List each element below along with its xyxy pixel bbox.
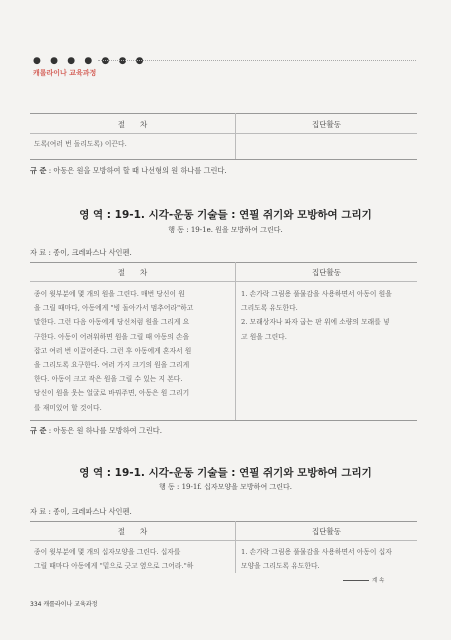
text-line: 한다. 아동이 크고 작은 원을 그릴 수 있는 지 본다. — [34, 375, 183, 384]
behavior-line: 행 동 : 19-1f. 십자모양을 모방하여 그린다. — [159, 483, 292, 491]
group-activity-text — [241, 545, 417, 573]
col-header-procedure: 절 차 — [117, 120, 148, 129]
table-col-divider — [235, 113, 236, 159]
text-line: 고 원을 그린다. — [241, 332, 287, 341]
group-activity-text — [241, 287, 417, 344]
table-bottom-rule — [30, 159, 417, 160]
text-line: 모양을 그리도록 유도한다. — [241, 562, 320, 571]
col-header-group: 집단활동 — [312, 527, 341, 536]
criterion-label: 규 준 — [30, 426, 47, 435]
series-title: 캐롤라이나 교육과정 — [33, 69, 97, 77]
criterion — [30, 166, 227, 176]
criterion-text: : 아동은 원을 모방하여 할 때 나선형의 원 하나를 그린다. — [48, 166, 227, 175]
col-header-procedure: 절 차 — [117, 268, 148, 277]
table-top-rule — [30, 262, 417, 263]
text-line: 그릴 때마다 아동에게 "밑으로 긋고 옆으로 그어라."하 — [34, 562, 194, 571]
table-col-divider — [235, 521, 236, 573]
procedure-text — [34, 287, 230, 415]
text-line: 잡고 여러 번 이끌어준다. 그런 후 아동에게 혼자서 원 — [34, 346, 192, 355]
criterion-label: 규 준 — [30, 166, 47, 175]
section-title: 영 역 : 19-1. 시각-운동 기술들 : 연필 쥐기와 모방하여 그리기 — [79, 467, 372, 479]
table-col-divider — [235, 262, 236, 420]
header-dots: ● ● ● ● ● ● ● — [33, 56, 147, 66]
table-bottom-rule — [30, 420, 417, 421]
col-header-procedure: 절 차 — [117, 527, 148, 536]
text-line: 를 재미있어 할 것이다. — [34, 403, 102, 412]
continued-rule — [343, 580, 369, 581]
behavior-line: 행 동 : 19-1e. 원을 모방하여 그린다. — [168, 226, 283, 234]
header-divider — [98, 60, 416, 61]
materials-line: 자 료 : 종이, 크레파스나 사인펜. — [30, 507, 132, 516]
col-header-group: 집단활동 — [312, 268, 341, 277]
text-line: 1. 손가락 그림용 풀물감을 사용하면서 아동이 십자 — [241, 548, 392, 556]
col-header-group: 집단활동 — [312, 120, 341, 129]
text-line: 2. 모래상자나 파자 굽는 판 위에 소량의 모래를 넣 — [241, 318, 390, 327]
table-header-rule — [30, 281, 417, 282]
table-header-rule — [30, 540, 417, 541]
text-line: 을 그릴 때마다, 아동에게 "빙 돌아가서 멈추어라"하고 — [34, 304, 194, 313]
continued-label: 계 속 — [372, 578, 385, 584]
table-top-rule — [30, 521, 417, 522]
text-line: 1. 손가락 그림용 풀물감을 사용하면서 아동이 원을 — [241, 290, 392, 298]
materials-line: 자 료 : 종이, 크레파스나 사인펜. — [30, 248, 132, 257]
table-header-rule — [30, 133, 417, 134]
table-cell: 도록(여러 번 돌리도록) 이끈다. — [34, 140, 127, 148]
text-line: 종이 윗부분에 몇 개의 십자모양을 그린다. 십자를 — [34, 548, 181, 556]
text-line: 을 그리도록 요구한다. 여러 가지 크기의 원을 그리게 — [34, 361, 190, 370]
text-line: 당신이 원을 웃는 얼굴로 바꿔주면, 아동은 원 그리기 — [34, 389, 190, 398]
criterion-text: : 아동은 원 하나를 모방하여 그린다. — [48, 426, 163, 435]
page-footer: 334 캐롤라이나 교육과정 — [30, 601, 98, 608]
text-line: 그리도록 유도한다. — [241, 304, 298, 313]
table-top-rule — [30, 113, 417, 114]
text-line: 말한다. 그런 다음 아동에게 당신처럼 원을 그리게 요 — [34, 318, 190, 327]
text-line: 구한다. 아동이 어려워하면 원을 그릴 때 아동의 손을 — [34, 332, 190, 341]
section-title: 영 역 : 19-1. 시각-운동 기술들 : 연필 쥐기와 모방하여 그리기 — [79, 209, 372, 221]
text-line: 종이 윗부분에 몇 개의 원을 그린다. 매번 당신이 원 — [34, 290, 185, 298]
procedure-text — [34, 545, 230, 573]
criterion — [30, 426, 162, 436]
